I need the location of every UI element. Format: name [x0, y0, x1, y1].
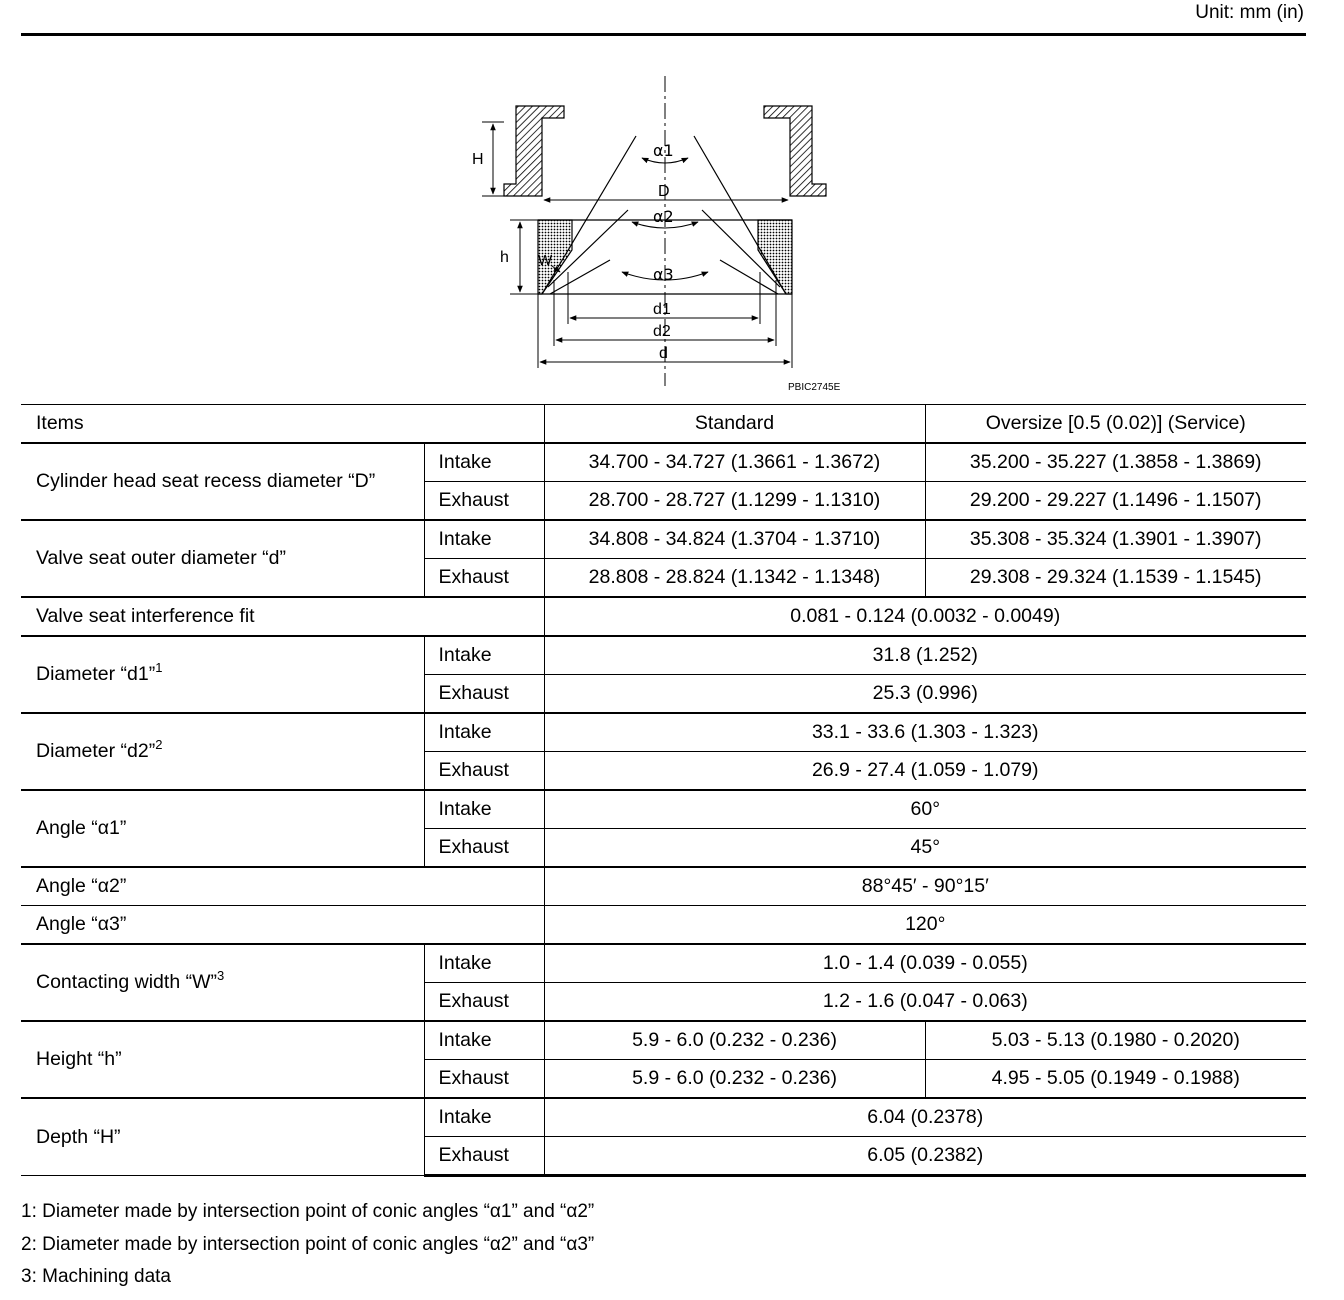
sub-exhaust: Exhaust — [424, 1137, 544, 1176]
value-cell: 28.808 - 28.824 (1.1342 - 1.1348) — [544, 559, 925, 598]
valve-seat-diagram — [460, 72, 880, 397]
sub-exhaust: Exhaust — [424, 559, 544, 598]
footnote-1: 1: Diameter made by intersection point of conic angles “α1” and “α2” — [21, 1201, 595, 1222]
sub-exhaust: Exhaust — [424, 482, 544, 521]
item-label: Depth “H” — [21, 1098, 424, 1176]
item-label — [21, 944, 424, 1021]
label-a3: α3 — [653, 265, 674, 284]
header-oversize: Oversize [0.5 (0.02)] (Service) — [925, 405, 1306, 444]
item-label: Angle “α3” — [21, 906, 544, 945]
table-row — [21, 636, 1306, 675]
value-cell: 120° — [544, 906, 1306, 945]
label-D: D — [658, 183, 670, 200]
value-cell: 0.081 - 0.124 (0.0032 - 0.0049) — [544, 597, 1306, 636]
item-label: Angle “α2” — [21, 867, 544, 906]
top-rule — [21, 33, 1306, 36]
value-cell: 6.05 (0.2382) — [544, 1137, 1306, 1176]
sub-exhaust: Exhaust — [424, 829, 544, 868]
item-label-text: Diameter “d1” — [36, 663, 156, 685]
table-header-row — [21, 405, 1306, 444]
value-cell: 45° — [544, 829, 1306, 868]
label-a1: α1 — [653, 141, 674, 160]
sub-intake: Intake — [424, 1021, 544, 1060]
sub-intake: Intake — [424, 443, 544, 482]
item-label-text: Diameter “d2” — [36, 740, 156, 762]
head-left — [504, 106, 564, 196]
unit-label: Unit: mm (in) — [1195, 2, 1304, 23]
value-cell: 29.308 - 29.324 (1.1539 - 1.1545) — [925, 559, 1306, 598]
figure-code: PBIC2745E — [788, 382, 841, 393]
table-row — [21, 713, 1306, 752]
value-cell: 4.95 - 5.05 (0.1949 - 0.1988) — [925, 1060, 1306, 1099]
value-cell: 5.9 - 6.0 (0.232 - 0.236) — [544, 1021, 925, 1060]
value-cell: 5.03 - 5.13 (0.1980 - 0.2020) — [925, 1021, 1306, 1060]
value-cell: 34.700 - 34.727 (1.3661 - 1.3672) — [544, 443, 925, 482]
value-cell: 33.1 - 33.6 (1.303 - 1.323) — [544, 713, 1306, 752]
value-cell: 35.200 - 35.227 (1.3858 - 1.3869) — [925, 443, 1306, 482]
footnote-3: 3: Machining data — [21, 1266, 171, 1287]
sub-intake: Intake — [424, 1098, 544, 1137]
table-row — [21, 443, 1306, 482]
valve-seat-spec-table — [21, 404, 1306, 1177]
label-W: W — [538, 252, 553, 269]
header-items: Items — [21, 405, 544, 444]
value-cell: 5.9 - 6.0 (0.232 - 0.236) — [544, 1060, 925, 1099]
value-cell: 35.308 - 35.324 (1.3901 - 1.3907) — [925, 520, 1306, 559]
label-d1: d1 — [653, 301, 671, 318]
value-cell: 34.808 - 34.824 (1.3704 - 1.3710) — [544, 520, 925, 559]
value-cell: 25.3 (0.996) — [544, 675, 1306, 714]
label-a2: α2 — [653, 207, 674, 226]
sub-intake: Intake — [424, 944, 544, 983]
sub-intake: Intake — [424, 790, 544, 829]
head-right — [764, 106, 826, 196]
value-cell: 28.700 - 28.727 (1.1299 - 1.1310) — [544, 482, 925, 521]
value-cell: 31.8 (1.252) — [544, 636, 1306, 675]
item-label: Height “h” — [21, 1021, 424, 1098]
item-label — [21, 713, 424, 790]
header-standard: Standard — [544, 405, 925, 444]
label-d: d — [659, 345, 668, 362]
value-cell: 26.9 - 27.4 (1.059 - 1.079) — [544, 752, 1306, 791]
table-row — [21, 1098, 1306, 1137]
value-cell: 1.2 - 1.6 (0.047 - 0.063) — [544, 983, 1306, 1022]
sub-intake: Intake — [424, 520, 544, 559]
footnote-2: 2: Diameter made by intersection point of conic angles “α2” and “α3” — [21, 1233, 595, 1255]
table-row — [21, 1021, 1306, 1060]
value-cell: 29.200 - 29.227 (1.1496 - 1.1507) — [925, 482, 1306, 521]
table-row — [21, 597, 1306, 636]
value-cell: 6.04 (0.2378) — [544, 1098, 1306, 1137]
label-H: H — [472, 151, 484, 168]
table-row — [21, 790, 1306, 829]
table-row — [21, 906, 1306, 945]
table-row — [21, 867, 1306, 906]
sub-exhaust: Exhaust — [424, 983, 544, 1022]
table-row — [21, 944, 1306, 983]
sub-intake: Intake — [424, 713, 544, 752]
table-row — [21, 520, 1306, 559]
item-label: Cylinder head seat recess diameter “D” — [21, 443, 424, 520]
footnote-mark: 1 — [155, 660, 163, 675]
footnotes — [21, 1196, 594, 1294]
label-h: h — [500, 249, 509, 266]
value-cell: 1.0 - 1.4 (0.039 - 0.055) — [544, 944, 1306, 983]
sub-exhaust: Exhaust — [424, 752, 544, 791]
sub-intake: Intake — [424, 636, 544, 675]
item-label: Valve seat outer diameter “d” — [21, 520, 424, 597]
label-d2: d2 — [653, 323, 671, 340]
item-label: Valve seat interference fit — [21, 597, 544, 636]
item-label — [21, 636, 424, 713]
value-cell: 60° — [544, 790, 1306, 829]
sub-exhaust: Exhaust — [424, 1060, 544, 1099]
value-cell: 88°45′ - 90°15′ — [544, 867, 1306, 906]
item-label: Angle “α1” — [21, 790, 424, 867]
sub-exhaust: Exhaust — [424, 675, 544, 714]
footnote-mark: 3 — [216, 968, 225, 983]
item-label-text: Contacting width “W” — [36, 971, 217, 993]
footnote-mark: 2 — [155, 737, 163, 752]
